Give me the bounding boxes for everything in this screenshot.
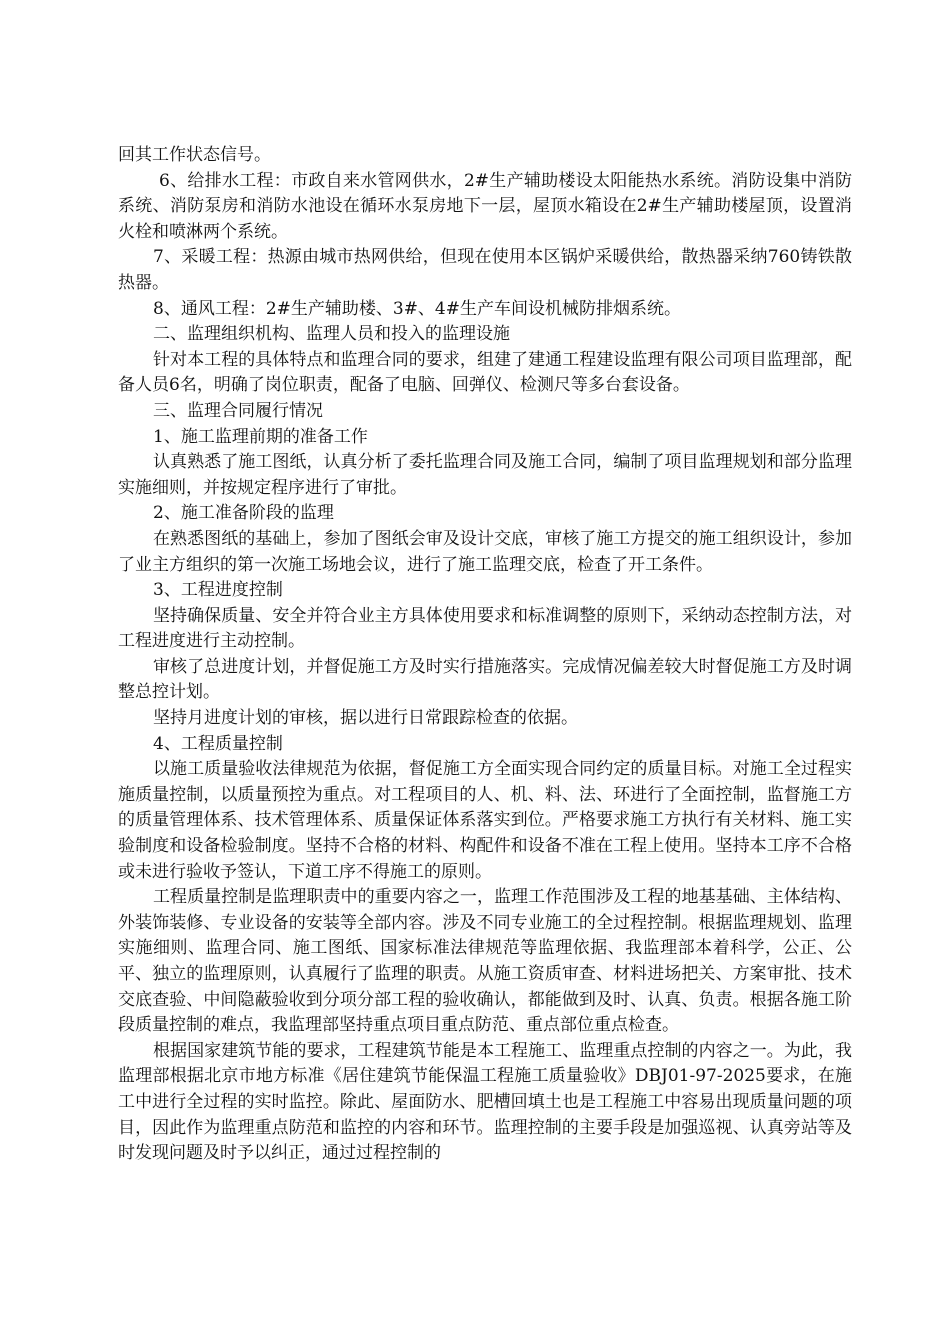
paragraph: 认真熟悉了施工图纸，认真分析了委托监理合同及施工合同，编制了项目监理规划和部分监理实施细则，并按规定程序进行了审批。: [118, 452, 852, 498]
paragraph: 审核了总进度计划，并督促施工方及时实行措施落实。完成情况偏差较大时督促施工方及时调整总控计划。: [118, 656, 852, 703]
subsection-heading: 1、施工监理前期的准备工作: [153, 426, 368, 447]
section-heading: 三、监理合同履行情况: [153, 400, 323, 421]
section-heading: 二、监理组织机构、监理人员和投入的监理设施: [153, 324, 510, 345]
paragraph: 6、给排水工程：市政自来水管网供水，2#生产辅助楼设太阳能热水系统。消防设集中消防系统、消防泵房和消防水池设在循环水泵房地下一层，屋顶水箱设在2#生产辅助楼屋顶，设置消火栓和喷淋两个系统。: [118, 170, 852, 242]
paragraph: 在熟悉图纸的基础上，参加了图纸会审及设计交底，审核了施工方提交的施工组织设计，参加了业主方组织的第一次施工场地会议，进行了施工监理交底，检查了开工条件。: [118, 528, 852, 575]
paragraph: 回其工作状态信号。: [118, 145, 271, 165]
subsection-heading: 3、工程进度控制: [153, 580, 283, 601]
document-body: [118, 143, 852, 1167]
subsection-heading: 4、工程质量控制: [153, 733, 283, 754]
paragraph: 坚持月进度计划的审核，据以进行日常跟踪检查的依据。: [153, 708, 578, 729]
paragraph: 7、采暖工程：热源由城市热网供给，但现在使用本区锅炉采暖供给，散热器采纳760铸铁散热器。: [118, 247, 852, 293]
paragraph: 针对本工程的具体特点和监理合同的要求，组建了建通工程建设监理有限公司项目监理部，配备人员6名，明确了岗位职责，配备了电脑、回弹仪、检测尺等多台套设备。: [118, 349, 852, 396]
paragraph: 根据国家建筑节能的要求，工程建筑节能是本工程施工、监理重点控制的内容之一。为此，我监理部根据北京市地方标准《居住建筑节能保温工程施工质量验收》DBJ01-97-2025要求，在施工中进行全过程的实时监控。除此、屋面防水、肥槽回填土也是工程施工中容易出现质量问题的项目，因此作为监理重点防范和监控的内容和环节。监理控制的主要手段是加强巡视、认真旁站等及时发现问题及时予以纠正，通过过程控制的: [118, 1040, 852, 1164]
paragraph: 以施工质量验收法律规范为依据，督促施工方全面实现合同约定的质量目标。对施工全过程实施质量控制，以质量预控为重点。对工程项目的人、机、料、法、环进行了全面控制，监督施工方的质量管理体系、技术管理体系、质量保证体系落实到位。严格要求施工方执行有关材料、施工实验制度和设备检验制度。坚持不合格的材料、构配件和设备不准在工程上使用。坚持本工序不合格或未进行验收予签认，下道工序不得施工的原则。: [118, 759, 852, 882]
paragraph: 工程质量控制是监理职责中的重要内容之一，监理工作范围涉及工程的地基基础、主体结构、外装饰装修、专业设备的安装等全部内容。涉及不同专业施工的全过程控制。根据监理规划、监理实施细则、监理合同、施工图纸、国家标准法律规范等监理依据、我监理部本着科学，公正、公平、独立的监理原则，认真履行了监理的职责。从施工资质审查、材料进场把关、方案审批、技术交底查验、中间隐蔽验收到分项分部工程的验收确认，都能做到及时、认真、负责。根据各施工阶段质量控制的难点，我监理部坚持重点项目重点防范、重点部位重点检查。: [118, 887, 852, 1036]
paragraph: 8、通风工程：2#生产辅助楼、3#、4#生产车间设机械防排烟系统。: [153, 298, 681, 319]
paragraph: 坚持确保质量、安全并符合业主方具体使用要求和标准调整的原则下，采纳动态控制方法，对工程进度进行主动控制。: [118, 605, 852, 652]
subsection-heading: 2、施工准备阶段的监理: [153, 503, 334, 524]
